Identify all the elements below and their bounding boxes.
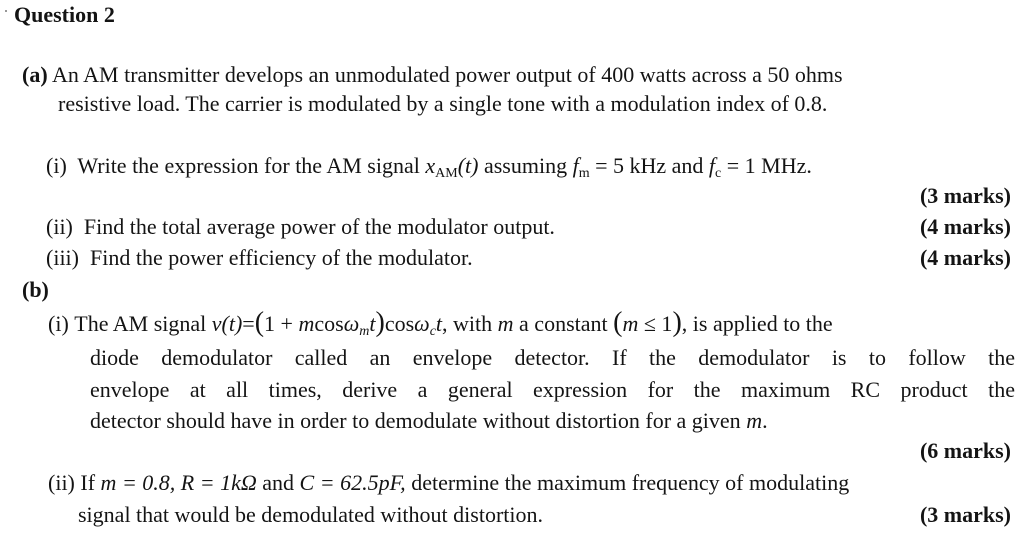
question-number: (i): [48, 311, 69, 336]
question-number: (ii): [48, 470, 75, 495]
part-a-line-2: resistive load. The carrier is modulated by a single tone with a modulation index of 0.8.: [58, 91, 828, 116]
part-b-label: (b): [22, 277, 49, 302]
marks-a-i: (3 marks): [919, 183, 1011, 208]
scan-speck: [5, 10, 7, 12]
part-a-line-1: [22, 62, 843, 88]
marks-a-iii: (4 marks): [919, 245, 1011, 270]
part-a-question-ii: [46, 214, 555, 240]
question-number: (i): [46, 153, 67, 178]
question-number: (iii): [46, 245, 79, 270]
question-text: Find the power efficiency of the modulator.: [90, 245, 473, 270]
part-b-question-i-line-3: envelope at all times, derive a general expression for the maximum RC product the: [90, 377, 1015, 402]
part-a-text-1: An AM transmitter develops an unmodulated power output of 400 watts across a 50 ohms: [51, 62, 843, 87]
part-b-question-i-line-4: detector should have in order to demodulate without distortion for a given m.: [90, 408, 768, 433]
question-text: Find the total average power of the modulator output.: [83, 214, 555, 239]
marks-b-i: (6 marks): [919, 438, 1011, 463]
part-b-question-ii-line-1: (ii) If m = 0.8, R = 1kΩ and C = 62.5pF, determine the maximum frequency of modulating: [48, 470, 850, 495]
question-number: (ii): [46, 214, 73, 239]
part-a-question-i: [46, 153, 812, 183]
part-a-question-iii: [46, 245, 473, 271]
marks-b-ii: (3 marks): [919, 502, 1011, 527]
part-b-question-ii-line-2: signal that would be demodulated without distortion.: [78, 502, 543, 527]
formula-lhs: v(t): [211, 311, 243, 336]
marks-a-ii: (4 marks): [919, 214, 1011, 239]
question-text: Write the expression for the AM signal xAM(t) assuming fm = 5 kHz and fc = 1 MHz.: [77, 153, 812, 181]
part-a-label: (a): [22, 62, 48, 87]
part-b-question-i-line-2: diode demodulator called an envelope detector. If the demodulator is to follow the: [90, 345, 1015, 370]
part-b-question-i-line-1: (i) The AM signal v(t)=(1 + mcosωmt)cosωct, with m a constant (m ≤ 1), is applied to the: [48, 307, 833, 339]
question-title: Question 2: [14, 2, 115, 27]
